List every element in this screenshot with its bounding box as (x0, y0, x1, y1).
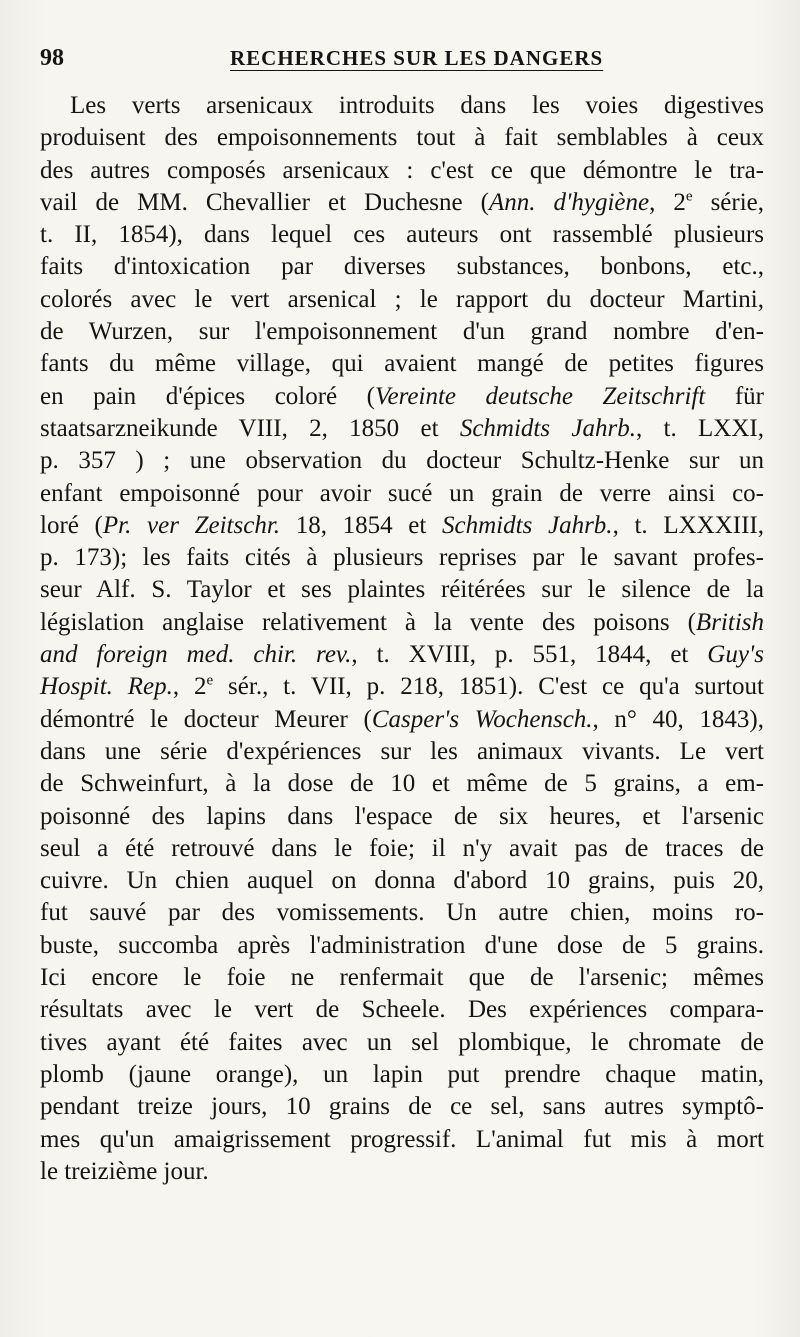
text-run: tives ayant été faites avec un sel plombique, le chromate de (40, 1028, 764, 1056)
text-line (40, 671, 764, 703)
text-run: , 2 (649, 188, 686, 216)
text-run: , t. LXXXIII, (612, 511, 765, 539)
superscript: e (685, 188, 693, 205)
italic-citation: British (695, 608, 764, 636)
text-line (40, 607, 764, 639)
text-line (40, 381, 764, 413)
italic-citation: and foreign med. chir. rev. (40, 641, 352, 669)
text-run: loré ( (40, 511, 103, 539)
text-line (40, 187, 764, 219)
text-line (40, 445, 764, 477)
text-line (40, 90, 764, 122)
text-line (40, 155, 764, 187)
text-run: seur Alf. S. Taylor et ses plaintes réitérées sur le silence de la (40, 576, 764, 604)
text-run: enfant empoisonné pour avoir sucé un grain de verre ainsi co- (40, 479, 764, 507)
text-run: sér., t. VII, p. 218, 1851). C'est ce qu'a surtout (213, 673, 765, 701)
text-run: t. II, 1854), dans lequel ces auteurs ont rassemblé plusieurs (40, 221, 764, 249)
text-run: vail de MM. Chevallier et Duchesne ( (40, 188, 489, 216)
text-run: série, (692, 188, 765, 216)
text-run: p. 173); les faits cités à plusieurs reprises par le savant profes- (40, 544, 764, 572)
text-run: pendant treize jours, 10 grains de ce sel, sans autres symptô- (40, 1093, 764, 1121)
text-run: mes qu'un amaigrissement progressif. L'animal fut mis à mort (40, 1125, 764, 1153)
running-head (40, 30, 764, 86)
text-run: législation anglaise relativement à la vente des poisons ( (40, 608, 696, 636)
text-run: für (705, 382, 764, 410)
text-run: fut sauvé par des vomissements. Un autre chien, moins ro- (40, 899, 764, 927)
text-run: cuivre. Un chien auquel on donna d'abord 10 grains, puis 20, (40, 867, 764, 895)
text-run: démontré le docteur Meurer ( (40, 705, 372, 733)
italic-citation: Ann. d'hygiène (488, 188, 650, 216)
text-line (40, 413, 764, 445)
text-run: , 2 (172, 673, 207, 701)
text-run: dans une série d'expériences sur les animaux vivants. Le vert (40, 737, 764, 765)
text-line (40, 865, 764, 897)
text-line (40, 1027, 764, 1059)
running-head-title: RECHERCHES SUR LES DANGERS (230, 46, 604, 70)
text-line (40, 510, 764, 542)
text-run: le treizième jour. (40, 1157, 209, 1185)
text-line (40, 284, 764, 316)
text-line (40, 994, 764, 1026)
italic-citation: Hospit. Rep. (40, 673, 173, 701)
text-line (40, 122, 764, 154)
text-line (40, 962, 764, 994)
italic-citation: Schmidts Jahrb. (442, 511, 613, 539)
text-run: fants du même village, qui avaient mangé de petites figures (40, 350, 764, 378)
text-line (40, 704, 764, 736)
text-line (40, 219, 764, 251)
text-line (40, 574, 764, 606)
italic-citation: Pr. ver Zeitschr. (102, 511, 281, 539)
text-run: p. 357 ) ; une observation du docteur Schultz-Henke sur un (40, 447, 764, 475)
text-run: , t. XVIII, p. 551, 1844, et (351, 641, 708, 669)
text-line (40, 1124, 764, 1156)
text-line (40, 1059, 764, 1091)
italic-citation: Vereinte deutsche Zeitschrift (375, 382, 706, 410)
italic-citation: Schmidts Jahrb. (459, 414, 636, 442)
italic-citation: Casper's Wochensch. (371, 705, 593, 733)
body-paragraph (40, 90, 764, 1188)
text-run: seul a été retrouvé dans le foie; il n'y avait pas de traces de (40, 834, 764, 862)
text-run: 18, 1854 et (280, 511, 443, 539)
text-line (40, 1156, 764, 1188)
text-run: Les verts arsenicaux introduits dans les voies digestives (70, 92, 764, 119)
page-number: 98 (40, 45, 64, 71)
text-run: résultats avec le vert de Scheele. Des expériences compara- (40, 996, 764, 1024)
text-run: en pain d'épices coloré ( (40, 382, 376, 410)
text-run: , n° 40, 1843), (592, 705, 764, 733)
text-run: colorés avec le vert arsenical ; le rapport du docteur Martini, (40, 285, 764, 313)
text-line (40, 348, 764, 380)
text-run: plomb (jaune orange), un lapin put prendre chaque matin, (40, 1060, 764, 1088)
text-run: de Wurzen, sur l'empoisonnement d'un grand nombre d'en- (40, 318, 764, 346)
text-line (40, 833, 764, 865)
text-line (40, 251, 764, 283)
text-line (40, 801, 764, 833)
text-line (40, 897, 764, 929)
italic-citation: Guy's (707, 641, 765, 669)
text-line (40, 930, 764, 962)
text-run: poisonné des lapins dans l'espace de six heures, et l'arsenic (40, 802, 764, 830)
text-run: buste, succomba après l'administration d'une dose de 5 grains. (40, 931, 764, 959)
text-run: produisent des empoisonnements tout à fait semblables à ceux (40, 124, 764, 152)
text-line (40, 542, 764, 574)
text-line (40, 736, 764, 768)
text-line (40, 768, 764, 800)
text-line (40, 316, 764, 348)
text-run: Ici encore le foie ne renfermait que de l'arsenic; mêmes (40, 964, 764, 992)
text-run: faits d'intoxication par diverses substances, bonbons, etc., (40, 253, 764, 281)
text-run: des autres composés arsenicaux : c'est ce que démontre le tra- (40, 156, 764, 184)
text-run: de Schweinfurt, à la dose de 10 et même de 5 grains, a em- (40, 770, 764, 798)
text-line (40, 478, 764, 510)
text-line (40, 639, 764, 671)
superscript: e (206, 673, 214, 690)
text-line (40, 1091, 764, 1123)
text-run: , t. LXXI, (635, 414, 764, 442)
text-run: staatsarzneikunde VIII, 2, 1850 et (40, 414, 460, 442)
